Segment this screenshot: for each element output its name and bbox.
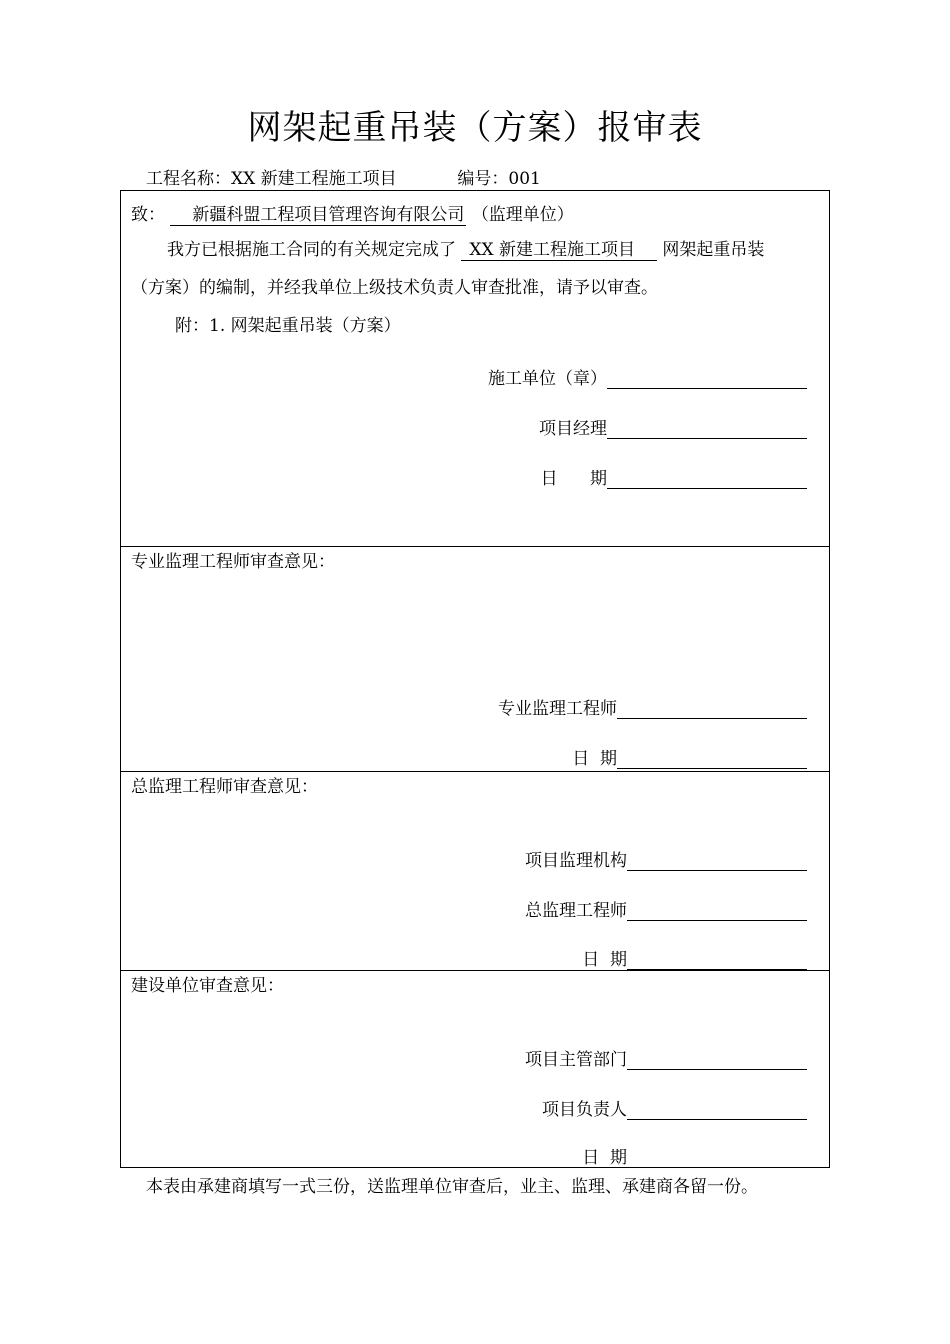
date-field-2[interactable]: [617, 748, 807, 769]
sign-row-date-1: [541, 464, 807, 489]
project-manager-field[interactable]: [607, 418, 807, 439]
engineer-section: [121, 547, 829, 772]
sign-row-supervision-org: [525, 846, 807, 871]
date-field-4[interactable]: [627, 1147, 807, 1168]
form-footer-note: 本表由承建商填写一式三份，送监理单位审查后，业主、监理、承建商各留一份。: [146, 1177, 758, 1197]
body-line-1: [167, 235, 764, 261]
recipient-company: 新疆科盟工程项目管理咨询有限公司: [170, 200, 466, 226]
recipient-prefix: 致：: [131, 205, 165, 225]
body-text-b: 网架起重吊装: [662, 240, 765, 260]
contractor-seal-label: 施工单位（章）: [488, 369, 607, 389]
engineer-label: 专业监理工程师: [498, 699, 617, 719]
sign-row-date-3: [582, 945, 807, 970]
owner-section: [121, 971, 829, 1169]
sign-row-engineer: [498, 694, 807, 719]
sign-row-date-2: [572, 744, 807, 769]
form-number: 编号：001: [457, 169, 541, 189]
body-project: XX 新建工程施工项目: [461, 235, 657, 261]
owner-heading: 建设单位审查意见：: [131, 976, 284, 996]
sign-row-project-manager: [539, 414, 807, 439]
contractor-section: [121, 191, 829, 547]
recipient-line: [131, 200, 574, 226]
sign-row-date-4: [582, 1143, 807, 1168]
date-label-4: 日 期: [582, 1148, 627, 1168]
sign-row-contractor-seal: [488, 364, 807, 389]
department-label: 项目主管部门: [525, 1050, 627, 1070]
owner-lead-label: 项目负责人: [542, 1100, 627, 1120]
body-line-2: （方案）的编制，并经我单位上级技术负责人审查批准，请予以审查。: [131, 278, 658, 298]
engineer-field[interactable]: [617, 698, 807, 719]
chief-engineer-field[interactable]: [627, 900, 807, 921]
attachment-line: 附：1. 网架起重吊装（方案）: [175, 316, 401, 336]
date-label-1: 日 期: [540, 469, 607, 489]
date-label-3: 日 期: [582, 950, 627, 970]
date-field-1[interactable]: [607, 468, 807, 489]
review-form: [120, 190, 830, 1168]
project-name: 工程名称：XX 新建工程施工项目: [146, 169, 397, 189]
sign-row-chief-engineer: [525, 896, 807, 921]
owner-lead-field[interactable]: [627, 1099, 807, 1120]
project-manager-label: 项目经理: [539, 419, 607, 439]
recipient-suffix: （监理单位）: [471, 205, 574, 225]
form-meta: [146, 164, 541, 189]
supervision-org-field[interactable]: [627, 850, 807, 871]
chief-engineer-heading: 总监理工程师审查意见：: [131, 777, 318, 797]
chief-engineer-label: 总监理工程师: [525, 901, 627, 921]
engineer-heading: 专业监理工程师审查意见：: [131, 552, 335, 572]
page-title: 网架起重吊装（方案）报审表: [247, 108, 703, 148]
date-field-3[interactable]: [627, 949, 807, 970]
date-label-2: 日 期: [572, 749, 617, 769]
contractor-seal-field[interactable]: [607, 368, 807, 389]
sign-row-owner-lead: [542, 1095, 807, 1120]
sign-row-department: [525, 1045, 807, 1070]
chief-engineer-section: [121, 772, 829, 971]
supervision-org-label: 项目监理机构: [525, 851, 627, 871]
department-field[interactable]: [627, 1049, 807, 1070]
body-text-a: 我方已根据施工合同的有关规定完成了: [167, 240, 456, 260]
